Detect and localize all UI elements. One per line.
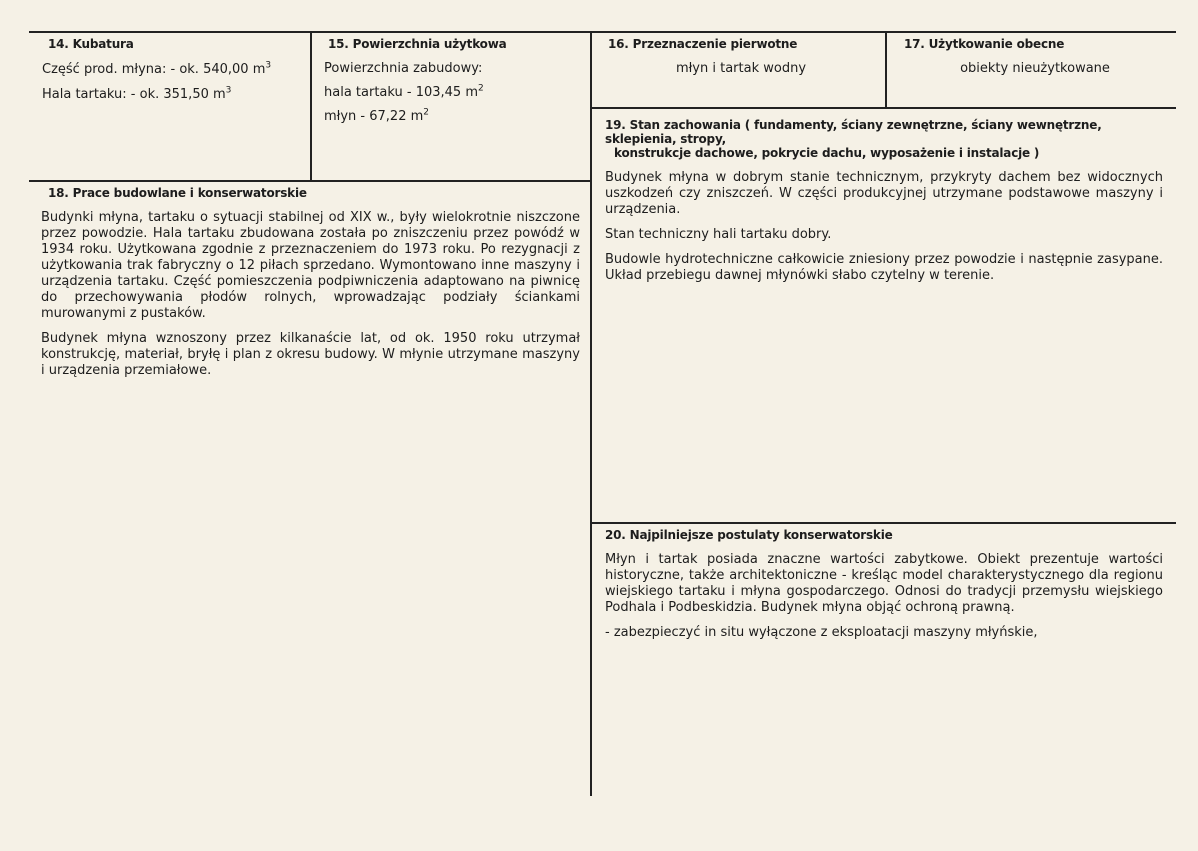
section-stan-zachowania [605,118,1163,284]
divider-14-15 [310,31,312,181]
kubatura-sawmill-unit-exponent: 3 [225,85,232,96]
powierzchnia-label: Powierzchnia zabudowy: [324,61,483,76]
section-przeznaczenie [604,37,878,77]
prace-paragraph-1: Budynki młyna, tartaku o sytuacji stabilnej od XIX w., były wielokrotnie niszczone przez powodzie. Hala tartaku zbudowana została po zniszczeniu przez powódź w 1934 roku. Użytkowana zgodnie z przeznaczeniem do 1973 roku. Po rezygnacji z użytkowania trak fabryczny o 12 piłach sprzedano. Wymontowano inne maszyny i urządzenia tartaku. Część pomieszczenia podpiwniczenia adaptowano na piwnicę do przechowywania płodów rolnych, wprowadzając podziały ściankami murowanymi z pustaków. [41,210,580,321]
divider-main [590,31,592,796]
kubatura-mill-line [42,62,304,78]
kubatura-sawmill-text: Hala tartaku: - ok. 351,50 m [42,87,226,102]
section-powierzchnia [324,37,586,125]
kubatura-mill-unit-exponent: 3 [265,60,272,71]
powierzchnia-mill-line [324,109,586,125]
section-prace-budowlane [41,186,580,379]
prace-paragraph-2: Budynek młyna wznoszony przez kilkanaście lat, od ok. 1950 roku utrzymał konstrukcję, materiał, bryłę i plan z okresu budowy. W młynie utrzymane maszyny i urządzenia przemiałowe. [41,331,580,378]
divider-16-19 [591,107,1176,109]
powierzchnia-sawmill-text: hala tartaku - 103,45 m [324,85,478,100]
section-kubatura [42,37,304,103]
kubatura-mill-text: Część prod. młyna: - ok. 540,00 m [42,62,266,77]
divider-16-17 [885,31,887,108]
divider-14-18 [29,180,591,182]
powierzchnia-mill-text: młyn - 67,22 m [324,109,424,124]
top-border [29,31,1176,33]
powierzchnia-mill-unit-exponent: 2 [423,107,429,118]
powierzchnia-sawmill-unit-exponent: 2 [478,83,484,94]
section-title-kubatura: 14. Kubatura [48,37,134,51]
section-title-postulaty: 20. Najpilniejsze postulaty konserwatorskie [605,528,893,542]
stan-paragraph-2: Stan techniczny hali tartaku dobry. [605,227,832,242]
section-title-uzytkowanie: 17. Użytkowanie obecne [904,37,1065,51]
section-postulaty [605,528,1163,641]
section-title-prace-budowlane: 18. Prace budowlane i konserwatorskie [48,186,307,200]
divider-19-20 [591,522,1176,524]
section-title-stan-line-1: 19. Stan zachowania ( fundamenty, ściany zewnętrzne, ściany wewnętrzne, sklepienia, stropy, [605,118,1102,146]
uzytkowanie-value: obiekty nieużytkowane [960,61,1110,76]
section-title-przeznaczenie: 16. Przeznaczenie pierwotne [608,37,798,51]
przeznaczenie-value: młyn i tartak wodny [675,61,807,76]
postulaty-paragraph-1: Młyn i tartak posiada znaczne wartości zabytkowe. Obiekt prezentuje wartości historyczne, także architektoniczne - kreśląc model charakterystycznego dla regionu wiejskiego tartaku i młyna gospodarczego. Odnosi do tradycji przemysłu wiejskiego Podhala i Podbeskidzia. Budynek młyna objąć ochroną prawną. [605,552,1163,615]
powierzchnia-sawmill-line [324,85,586,101]
kubatura-sawmill-line [42,87,304,103]
stan-paragraph-1: Budynek młyna w dobrym stanie technicznym, przykryty dachem bez widocznych uszkodzeń czy zniszczeń. W części produkcyjnej utrzymane podstawowe maszyny i urządzenia. [605,170,1163,217]
stan-paragraph-3: Budowle hydrotechniczne całkowicie zniesiony przez powodzie i następnie zasypane. Układ przebiegu dawnej młynówki słabo czytelny w terenie. [605,252,1163,283]
section-title-powierzchnia: 15. Powierzchnia użytkowa [328,37,507,51]
section-uzytkowanie [900,37,1170,77]
postulaty-paragraph-2: - zabezpieczyć in situ wyłączone z eksploatacji maszyny młyńskie, [605,625,1038,640]
section-title-stan-line-2: konstrukcje dachowe, pokrycie dachu, wyposażenie i instalacje ) [614,146,1040,160]
